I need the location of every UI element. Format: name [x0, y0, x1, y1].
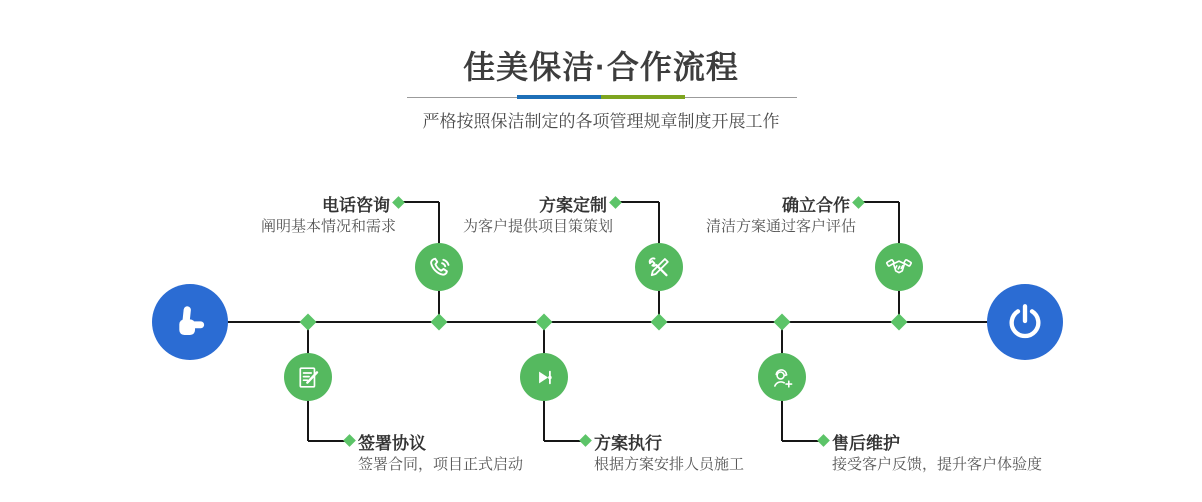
step-node-phone	[415, 243, 463, 291]
step-desc: 清洁方案通过客户评估	[705, 218, 856, 235]
page-title: 佳美保洁·合作流程	[463, 49, 739, 85]
step-desc: 为客户提供项目策策划	[462, 218, 613, 235]
step-title: 确立合作	[782, 196, 850, 215]
handshake-icon	[885, 253, 913, 281]
step-title: 签署协议	[358, 434, 426, 453]
contract-sign-icon	[295, 364, 322, 391]
label-diamond	[852, 196, 865, 209]
step-node-execute	[520, 353, 568, 401]
timeline-line	[227, 321, 988, 323]
step-node-handshake	[875, 243, 923, 291]
label-diamond	[392, 196, 405, 209]
design-tools-icon	[646, 254, 673, 281]
power-icon	[1005, 302, 1045, 342]
step-title: 电话咨询	[322, 196, 390, 215]
label-diamond	[817, 434, 830, 447]
divider-green-segment	[601, 95, 685, 99]
timeline-start-node	[152, 284, 228, 360]
page-subtitle: 严格按照保洁制定的各项管理规章制度开展工作	[422, 112, 780, 131]
step-node-contract	[284, 353, 332, 401]
step-node-design	[635, 243, 683, 291]
label-diamond	[609, 196, 622, 209]
divider-blue-segment	[517, 95, 601, 99]
customer-service-icon	[769, 364, 796, 391]
label-diamond	[343, 434, 356, 447]
step-title: 方案定制	[539, 196, 607, 215]
timeline-end-node	[987, 284, 1063, 360]
step-desc: 根据方案安排人员施工	[594, 456, 745, 473]
timeline-diamond	[651, 314, 668, 331]
timeline-diamond	[536, 314, 553, 331]
label-diamond	[579, 434, 592, 447]
phone-call-icon	[426, 254, 453, 281]
play-execute-icon	[531, 364, 558, 391]
step-desc: 接受客户反馈，提升客户体验度	[832, 456, 1043, 473]
timeline-diamond	[431, 314, 448, 331]
step-title: 售后维护	[832, 434, 900, 453]
pointing-hand-icon	[168, 300, 212, 344]
step-desc: 签署合同，项目正式启动	[358, 456, 524, 473]
timeline-diamond	[891, 314, 908, 331]
step-desc: 阐明基本情况和需求	[260, 218, 396, 235]
timeline-diamond	[300, 314, 317, 331]
step-node-service	[758, 353, 806, 401]
timeline-diamond	[774, 314, 791, 331]
step-title: 方案执行	[594, 434, 662, 453]
